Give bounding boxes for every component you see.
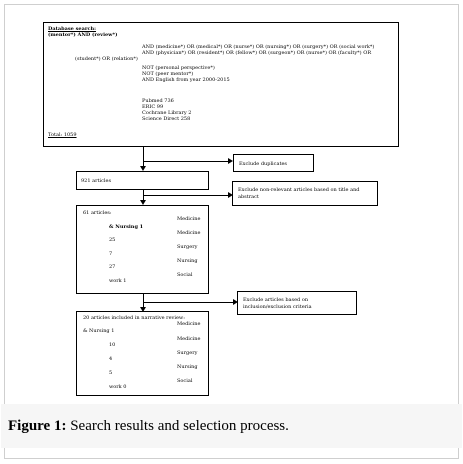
exclude-criteria-line-2: inclusion/exclusion criteria bbox=[243, 304, 312, 310]
20-left-2: 10 bbox=[109, 342, 116, 348]
search-heading: Database search: bbox=[48, 26, 96, 32]
20-left-1: & Nursing 1 bbox=[83, 328, 115, 334]
box-61-articles bbox=[76, 205, 209, 294]
20-left-3: 4 bbox=[109, 356, 113, 362]
20-right-1: Medicine bbox=[177, 321, 201, 327]
search-line-2: AND (medicine*) OR (medical*) OR (nurse*) OR (nursing*) OR (surgery*) OR (social work*) bbox=[142, 44, 375, 50]
exclude-criteria-line-1: Exclude articles based on bbox=[243, 297, 309, 303]
box-20-articles bbox=[76, 311, 209, 396]
branch-to-exclude-nonrelevant bbox=[143, 195, 229, 196]
caption-text: Search results and selection process. bbox=[70, 418, 289, 434]
search-line-4: (student*) OR (relation*) bbox=[75, 56, 138, 62]
61-right-3: Surgery bbox=[177, 244, 198, 250]
label-921-articles: 921 articles bbox=[81, 178, 112, 184]
title-61-articles: 61 articles: bbox=[83, 210, 112, 216]
db-eric: ERIC 99 bbox=[142, 104, 164, 110]
branch-to-exclude-criteria bbox=[143, 302, 234, 303]
61-right-4: Nursing bbox=[177, 258, 198, 264]
61-right-5: Social bbox=[177, 272, 193, 278]
61-left-5: work 1 bbox=[109, 278, 127, 284]
20-right-4: Nursing bbox=[177, 364, 198, 370]
search-not-2: NOT (peer mentor*) bbox=[142, 71, 194, 77]
20-right-5: Social bbox=[177, 378, 193, 384]
61-left-1: & Nursing 1 bbox=[109, 224, 144, 230]
search-line-3: AND (physician*) OR (resident*) OR (fellow*) OR (surgeon*) OR (nurse*) OR (faculty*) OR bbox=[142, 50, 372, 56]
caption-label: Figure 1: bbox=[8, 418, 67, 434]
20-right-3: Surgery bbox=[177, 350, 198, 356]
box-921-articles bbox=[76, 171, 209, 190]
connector-search-to-921 bbox=[143, 147, 144, 168]
exclude-duplicates-label: Exclude duplicates bbox=[239, 161, 287, 167]
title-20-articles: 20 articles included in narrative review: bbox=[83, 315, 185, 321]
61-right-2: Medicine bbox=[177, 230, 201, 236]
exclude-criteria-box bbox=[237, 291, 357, 315]
61-left-3: 7 bbox=[109, 251, 113, 257]
db-science-direct: Science Direct 258 bbox=[142, 116, 191, 122]
search-total: Total: 1059 bbox=[48, 132, 77, 138]
db-cochrane: Cochrane Library 2 bbox=[142, 110, 192, 116]
branch-to-exclude-duplicates bbox=[143, 161, 229, 162]
61-right-1: Medicine bbox=[177, 216, 201, 222]
search-language: AND English from year 2000-2015 bbox=[142, 77, 230, 83]
61-left-2: 25 bbox=[109, 237, 116, 243]
20-right-2: Medicine bbox=[177, 336, 201, 342]
20-left-4: 5 bbox=[109, 370, 113, 376]
exclude-nonrelevant-line-1: Exclude non-relevant articles based on title and bbox=[238, 187, 360, 193]
exclude-duplicates-box bbox=[233, 154, 314, 172]
exclude-nonrelevant-box bbox=[232, 181, 378, 206]
db-pubmed: Pubmed 736 bbox=[142, 98, 174, 104]
exclude-nonrelevant-line-2: abstract bbox=[238, 194, 259, 200]
figure-caption bbox=[8, 417, 289, 435]
search-line-1: (mentor*) AND (review*) bbox=[48, 32, 118, 38]
search-not-1: NOT (personal perspective*) bbox=[142, 65, 215, 71]
database-search-box bbox=[43, 22, 399, 147]
20-left-5: work 0 bbox=[109, 384, 127, 390]
61-left-4: 27 bbox=[109, 264, 116, 270]
